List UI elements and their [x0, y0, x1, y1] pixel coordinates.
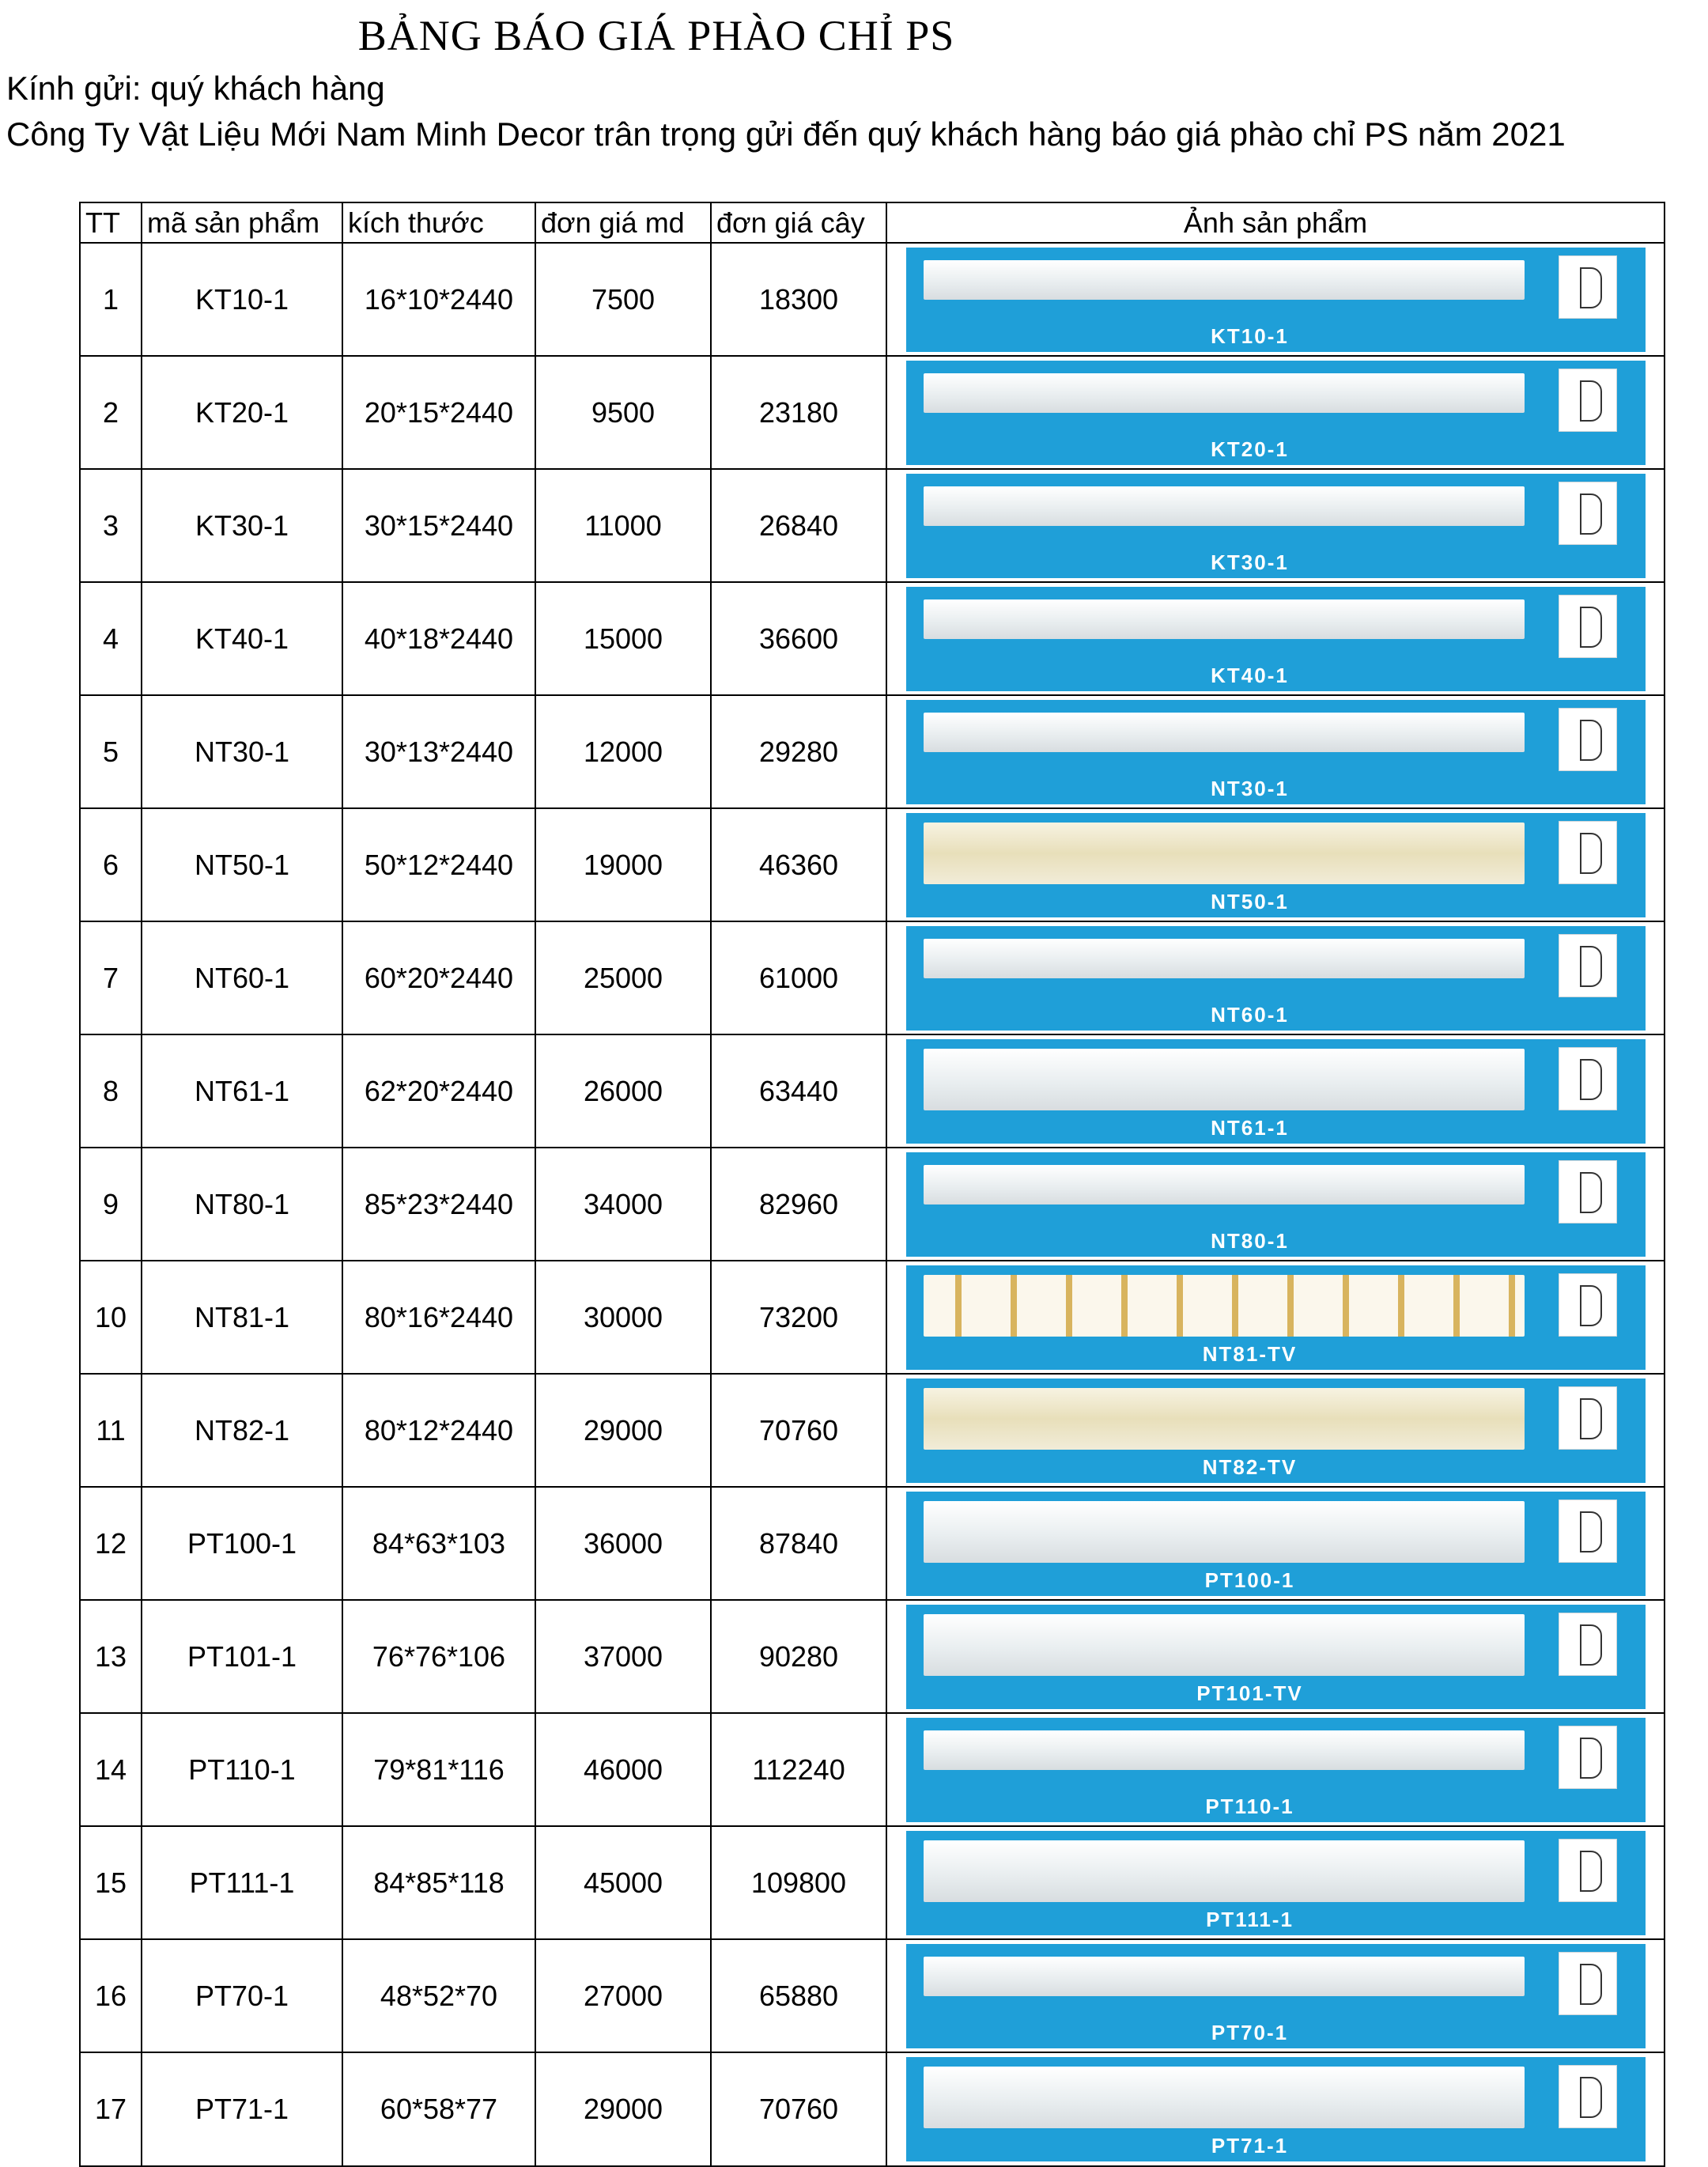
- product-photo: [906, 1265, 1646, 1370]
- cell-price-md: 27000: [535, 1939, 711, 2052]
- profile-drawing-icon: [1559, 255, 1617, 319]
- profile-drawing-icon: [1559, 1273, 1617, 1337]
- cell-price-tree: 70760: [711, 1374, 886, 1487]
- table-row: [80, 1600, 1665, 1713]
- product-photo: [906, 700, 1646, 804]
- table-row: [80, 469, 1665, 582]
- product-photo: [906, 1152, 1646, 1257]
- cell-size: 16*10*2440: [342, 243, 535, 356]
- cell-product-image: [886, 356, 1665, 469]
- cell-price-md: 12000: [535, 695, 711, 808]
- cell-code: PT110-1: [142, 1713, 342, 1826]
- cell-code: PT71-1: [142, 2052, 342, 2166]
- cell-code: NT61-1: [142, 1034, 342, 1148]
- cell-size: 60*20*2440: [342, 921, 535, 1034]
- cell-code: KT10-1: [142, 243, 342, 356]
- cell-size: 60*58*77: [342, 2052, 535, 2166]
- col-header-image: Ảnh sản phẩm: [886, 202, 1665, 243]
- cell-size: 76*76*106: [342, 1600, 535, 1713]
- cell-product-image: [886, 1148, 1665, 1261]
- product-photo-caption: PT101-TV: [1196, 1681, 1303, 1705]
- cell-price-tree: 23180: [711, 356, 886, 469]
- cell-tt: 1: [80, 243, 142, 356]
- moulding-strip-image: [924, 2067, 1525, 2128]
- product-photo: [906, 248, 1646, 352]
- cell-size: 84*63*103: [342, 1487, 535, 1600]
- cell-tt: 2: [80, 356, 142, 469]
- moulding-strip-image: [924, 373, 1525, 413]
- cell-product-image: [886, 1600, 1665, 1713]
- product-photo: [906, 1492, 1646, 1596]
- cell-size: 80*12*2440: [342, 1374, 535, 1487]
- cell-product-image: [886, 2052, 1665, 2166]
- moulding-strip-image: [924, 1957, 1525, 1996]
- cell-price-tree: 82960: [711, 1148, 886, 1261]
- cell-code: NT80-1: [142, 1148, 342, 1261]
- cell-size: 20*15*2440: [342, 356, 535, 469]
- cell-tt: 16: [80, 1939, 142, 2052]
- product-photo-caption: NT61-1: [1211, 1115, 1289, 1140]
- col-header-size: kích thước: [342, 202, 535, 243]
- moulding-strip-image: [924, 1275, 1525, 1337]
- cell-size: 48*52*70: [342, 1939, 535, 2052]
- table-row: [80, 1374, 1665, 1487]
- cell-size: 62*20*2440: [342, 1034, 535, 1148]
- moulding-strip-image: [924, 823, 1525, 884]
- profile-drawing-icon: [1559, 369, 1617, 432]
- table-row: [80, 1939, 1665, 2052]
- cell-price-md: 29000: [535, 1374, 711, 1487]
- cell-product-image: [886, 1374, 1665, 1487]
- cell-price-md: 15000: [535, 582, 711, 695]
- moulding-strip-image: [924, 599, 1525, 639]
- product-photo-caption: NT82-TV: [1202, 1454, 1298, 1479]
- profile-drawing-icon: [1559, 1839, 1617, 1902]
- product-photo: [906, 361, 1646, 465]
- moulding-strip-image: [924, 1049, 1525, 1110]
- cell-product-image: [886, 1034, 1665, 1148]
- moulding-strip-image: [924, 713, 1525, 752]
- page-title: BẢNG BÁO GIÁ PHÀO CHỈ PS: [357, 12, 955, 59]
- product-photo: [906, 1718, 1646, 1822]
- moulding-strip-image: [924, 1730, 1525, 1770]
- moulding-strip-image: [924, 1501, 1525, 1563]
- cell-tt: 12: [80, 1487, 142, 1600]
- cell-size: 30*15*2440: [342, 469, 535, 582]
- cell-tt: 8: [80, 1034, 142, 1148]
- cell-tt: 5: [80, 695, 142, 808]
- cell-price-md: 29000: [535, 2052, 711, 2166]
- cell-price-md: 25000: [535, 921, 711, 1034]
- cell-size: 80*16*2440: [342, 1261, 535, 1374]
- product-photo-caption: KT20-1: [1211, 437, 1289, 461]
- product-photo-caption: NT81-TV: [1202, 1341, 1298, 1366]
- cell-code: KT20-1: [142, 356, 342, 469]
- cell-product-image: [886, 1939, 1665, 2052]
- table-row: [80, 1261, 1665, 1374]
- cell-price-tree: 18300: [711, 243, 886, 356]
- product-photo-caption: KT10-1: [1211, 323, 1289, 348]
- profile-drawing-icon: [1559, 595, 1617, 658]
- moulding-strip-image: [924, 1165, 1525, 1205]
- profile-drawing-icon: [1559, 1726, 1617, 1789]
- moulding-strip-image: [924, 1614, 1525, 1676]
- cell-price-md: 30000: [535, 1261, 711, 1374]
- cell-price-md: 46000: [535, 1713, 711, 1826]
- table-row: [80, 1487, 1665, 1600]
- cell-product-image: [886, 808, 1665, 921]
- cell-product-image: [886, 1261, 1665, 1374]
- cell-price-md: 26000: [535, 1034, 711, 1148]
- profile-drawing-icon: [1559, 1500, 1617, 1563]
- cell-product-image: [886, 1487, 1665, 1600]
- table-row: [80, 1713, 1665, 1826]
- profile-drawing-icon: [1559, 1047, 1617, 1110]
- cell-size: 84*85*118: [342, 1826, 535, 1939]
- cell-code: KT40-1: [142, 582, 342, 695]
- profile-drawing-icon: [1559, 2065, 1617, 2128]
- table-row: [80, 2052, 1665, 2166]
- cell-tt: 13: [80, 1600, 142, 1713]
- moulding-strip-image: [924, 486, 1525, 526]
- product-photo-caption: KT30-1: [1211, 550, 1289, 574]
- cell-tt: 4: [80, 582, 142, 695]
- table-row: [80, 356, 1665, 469]
- cell-product-image: [886, 921, 1665, 1034]
- product-photo-caption: NT50-1: [1211, 889, 1289, 913]
- cell-code: PT101-1: [142, 1600, 342, 1713]
- cell-price-tree: 65880: [711, 1939, 886, 2052]
- cell-price-tree: 73200: [711, 1261, 886, 1374]
- table-row: [80, 921, 1665, 1034]
- profile-drawing-icon: [1559, 1386, 1617, 1450]
- cell-product-image: [886, 695, 1665, 808]
- table-header-row: [80, 202, 1665, 243]
- cell-price-md: 45000: [535, 1826, 711, 1939]
- cell-tt: 15: [80, 1826, 142, 1939]
- cell-tt: 10: [80, 1261, 142, 1374]
- cell-tt: 14: [80, 1713, 142, 1826]
- cell-price-tree: 46360: [711, 808, 886, 921]
- cell-price-tree: 29280: [711, 695, 886, 808]
- table-row: [80, 582, 1665, 695]
- table-row: [80, 243, 1665, 356]
- profile-drawing-icon: [1559, 708, 1617, 771]
- cell-price-md: 7500: [535, 243, 711, 356]
- product-photo: [906, 474, 1646, 578]
- cell-tt: 17: [80, 2052, 142, 2166]
- profile-drawing-icon: [1559, 821, 1617, 884]
- moulding-strip-image: [924, 1388, 1525, 1450]
- product-photo: [906, 2057, 1646, 2161]
- table-row: [80, 695, 1665, 808]
- product-photo-caption: PT71-1: [1211, 2134, 1289, 2158]
- intro-text: Công Ty Vật Liệu Mới Nam Minh Decor trân trọng gửi đến quý khách hàng báo giá phào chỉ PS năm 2021: [6, 115, 1566, 153]
- product-photo-caption: KT40-1: [1211, 663, 1289, 687]
- profile-drawing-icon: [1559, 482, 1617, 545]
- moulding-strip-image: [924, 260, 1525, 300]
- col-header-tt: TT: [80, 202, 142, 243]
- product-photo: [906, 1039, 1646, 1144]
- product-photo: [906, 926, 1646, 1031]
- cell-price-tree: 70760: [711, 2052, 886, 2166]
- cell-price-tree: 26840: [711, 469, 886, 582]
- table-row: [80, 1034, 1665, 1148]
- cell-product-image: [886, 243, 1665, 356]
- product-photo-caption: PT110-1: [1205, 1794, 1294, 1818]
- cell-tt: 9: [80, 1148, 142, 1261]
- col-header-code: mã sản phẩm: [142, 202, 342, 243]
- product-photo-caption: NT60-1: [1211, 1002, 1289, 1027]
- cell-code: NT60-1: [142, 921, 342, 1034]
- cell-size: 85*23*2440: [342, 1148, 535, 1261]
- cell-price-tree: 112240: [711, 1713, 886, 1826]
- cell-price-tree: 90280: [711, 1600, 886, 1713]
- product-photo: [906, 1605, 1646, 1709]
- cell-size: 30*13*2440: [342, 695, 535, 808]
- col-header-price-tree: đơn giá cây: [711, 202, 886, 243]
- product-photo-caption: PT111-1: [1206, 1907, 1294, 1931]
- cell-code: KT30-1: [142, 469, 342, 582]
- cell-product-image: [886, 582, 1665, 695]
- profile-drawing-icon: [1559, 1952, 1617, 2015]
- cell-price-md: 11000: [535, 469, 711, 582]
- greeting: Kính gửi: quý khách hàng: [6, 70, 385, 107]
- product-photo: [906, 587, 1646, 691]
- cell-price-tree: 109800: [711, 1826, 886, 1939]
- cell-tt: 11: [80, 1374, 142, 1487]
- cell-price-md: 36000: [535, 1487, 711, 1600]
- product-photo: [906, 1944, 1646, 2048]
- cell-price-tree: 36600: [711, 582, 886, 695]
- cell-size: 50*12*2440: [342, 808, 535, 921]
- cell-price-md: 37000: [535, 1600, 711, 1713]
- cell-size: 79*81*116: [342, 1713, 535, 1826]
- moulding-strip-image: [924, 939, 1525, 978]
- cell-product-image: [886, 1713, 1665, 1826]
- cell-code: NT82-1: [142, 1374, 342, 1487]
- profile-drawing-icon: [1559, 1613, 1617, 1676]
- cell-code: PT100-1: [142, 1487, 342, 1600]
- cell-price-md: 9500: [535, 356, 711, 469]
- cell-code: NT50-1: [142, 808, 342, 921]
- col-header-price-md: đơn giá md: [535, 202, 711, 243]
- product-photo-caption: NT30-1: [1211, 776, 1289, 800]
- price-table: [79, 202, 1665, 2167]
- table-row: [80, 808, 1665, 921]
- cell-product-image: [886, 469, 1665, 582]
- cell-tt: 7: [80, 921, 142, 1034]
- product-photo-caption: PT70-1: [1211, 2020, 1289, 2044]
- cell-price-tree: 63440: [711, 1034, 886, 1148]
- cell-code: NT30-1: [142, 695, 342, 808]
- profile-drawing-icon: [1559, 934, 1617, 997]
- cell-price-md: 19000: [535, 808, 711, 921]
- product-photo: [906, 813, 1646, 917]
- cell-size: 40*18*2440: [342, 582, 535, 695]
- product-photo-caption: PT100-1: [1204, 1568, 1295, 1592]
- cell-tt: 6: [80, 808, 142, 921]
- cell-code: NT81-1: [142, 1261, 342, 1374]
- cell-price-md: 34000: [535, 1148, 711, 1261]
- cell-price-tree: 61000: [711, 921, 886, 1034]
- cell-code: PT70-1: [142, 1939, 342, 2052]
- moulding-strip-image: [924, 1840, 1525, 1902]
- cell-price-tree: 87840: [711, 1487, 886, 1600]
- product-photo-caption: NT80-1: [1211, 1228, 1289, 1253]
- table-row: [80, 1148, 1665, 1261]
- product-photo: [906, 1831, 1646, 1935]
- profile-drawing-icon: [1559, 1160, 1617, 1223]
- cell-code: PT111-1: [142, 1826, 342, 1939]
- cell-tt: 3: [80, 469, 142, 582]
- product-photo: [906, 1378, 1646, 1483]
- cell-product-image: [886, 1826, 1665, 1939]
- table-row: [80, 1826, 1665, 1939]
